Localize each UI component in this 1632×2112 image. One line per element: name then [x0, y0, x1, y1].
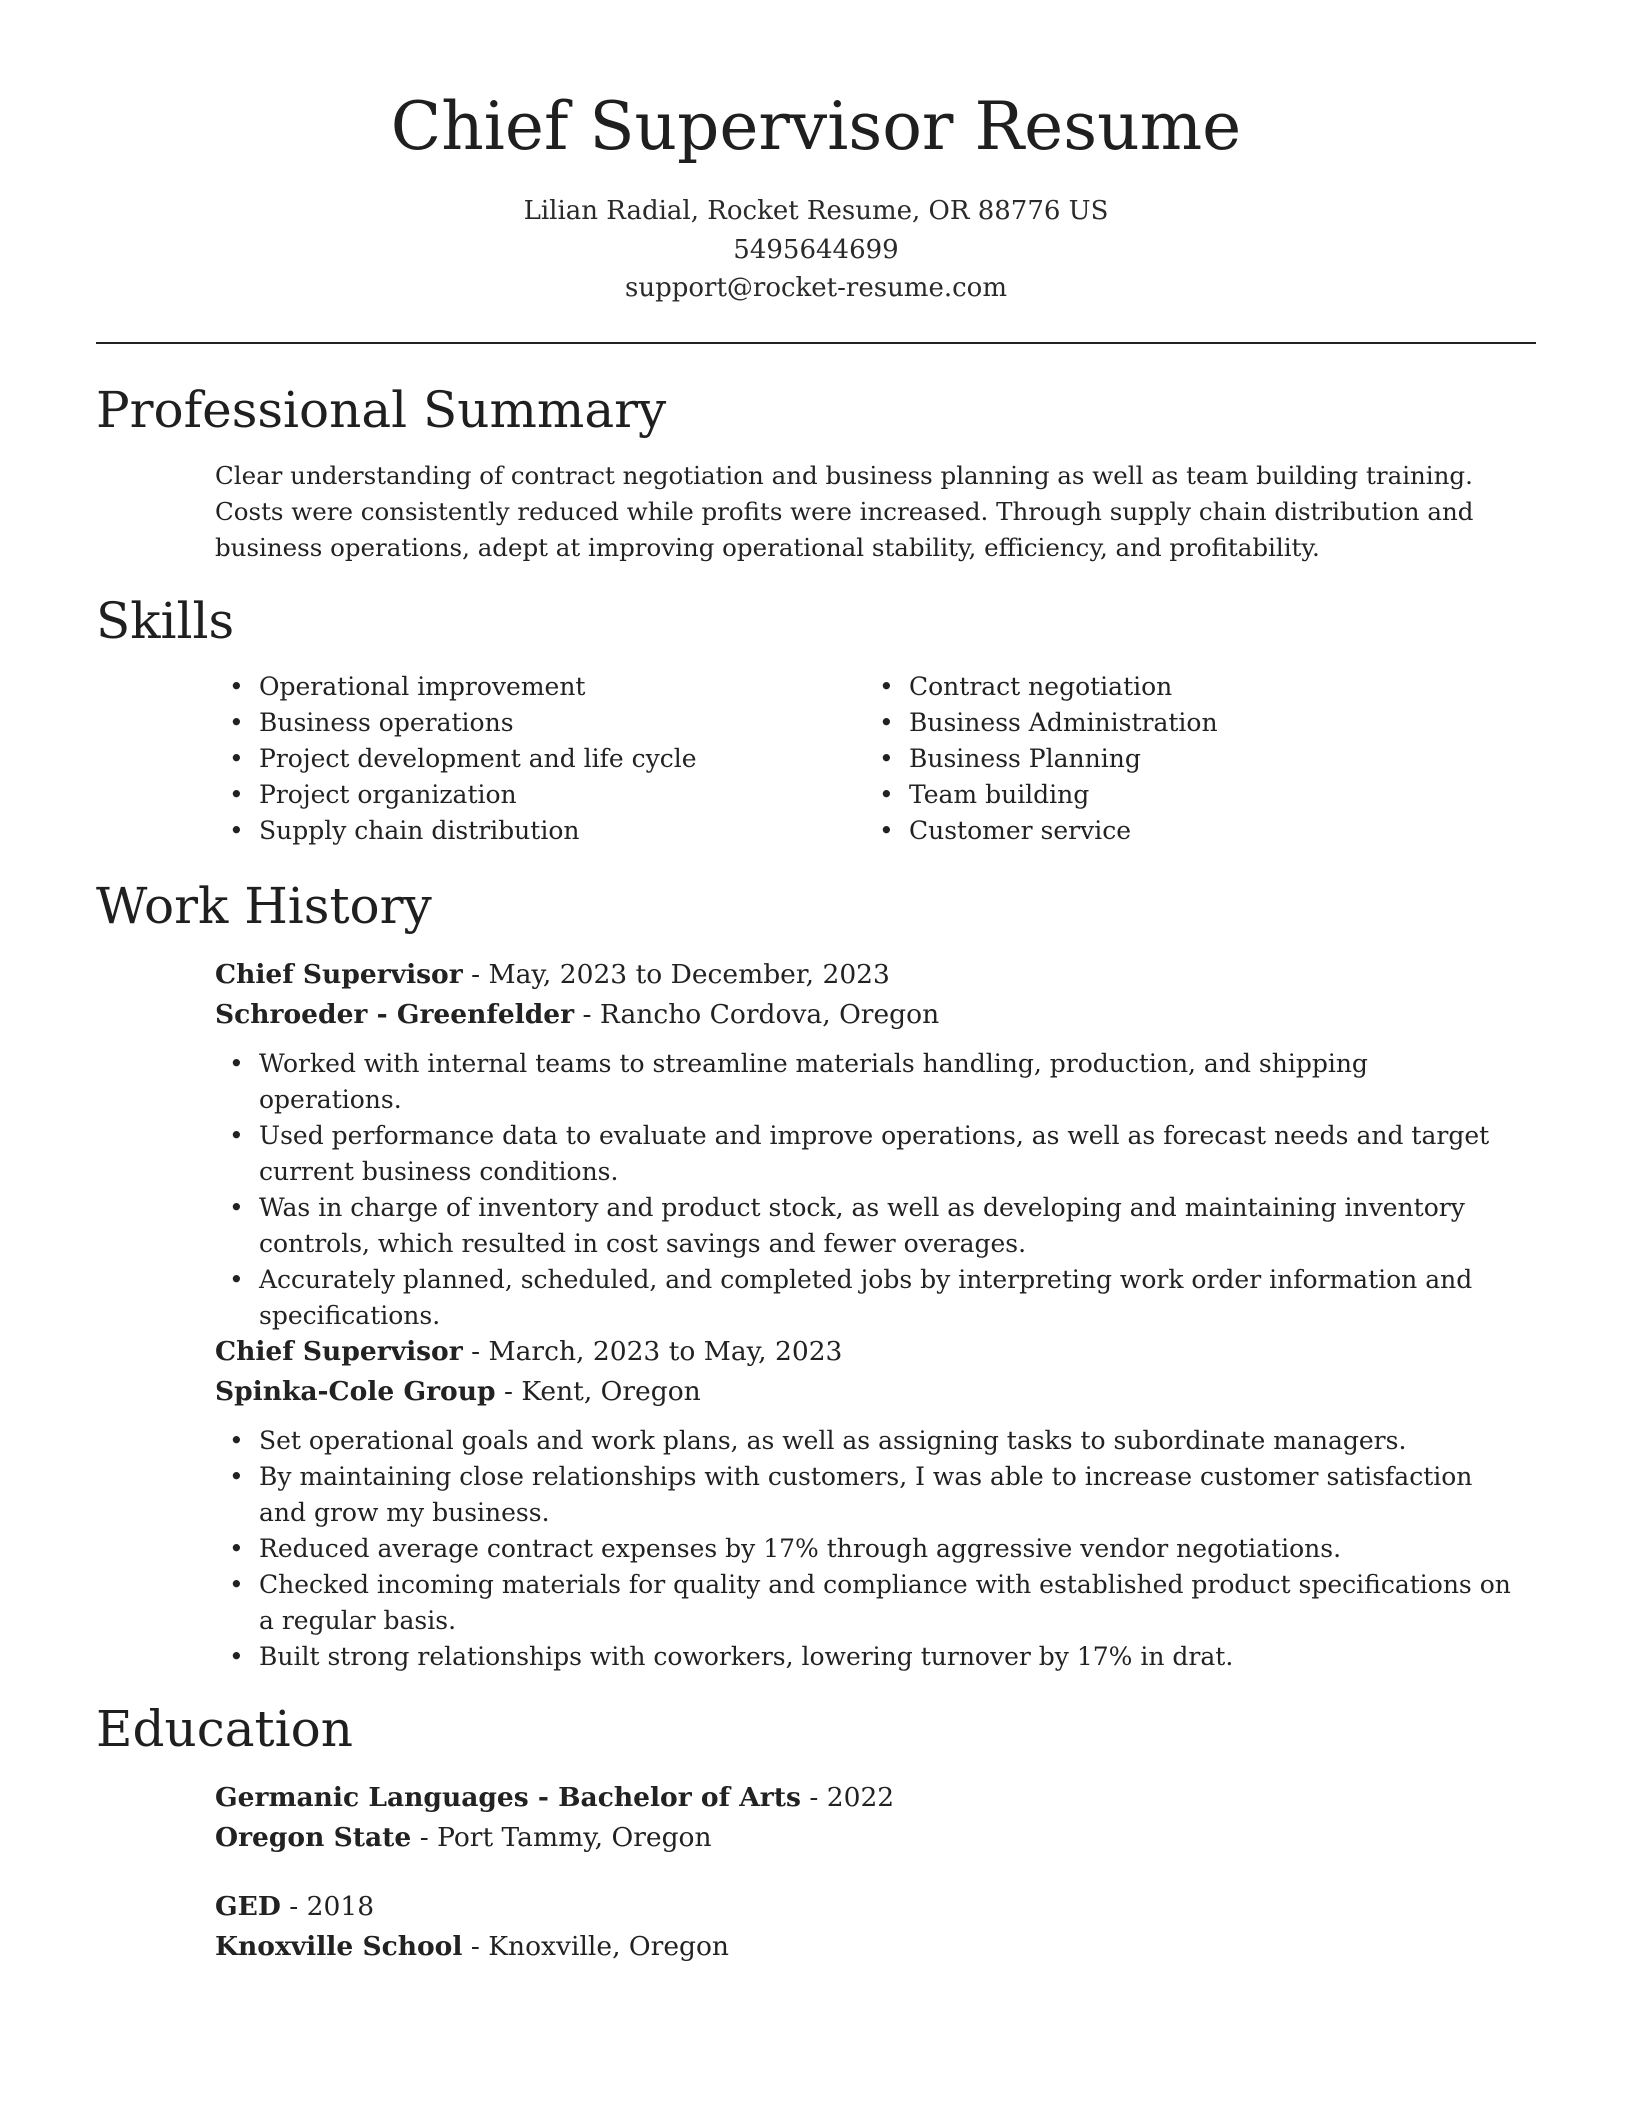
skills-heading: Skills: [96, 592, 235, 650]
education-degree-line: GED - 2018: [215, 1891, 375, 1922]
skill-item: • Team building: [865, 777, 1485, 813]
education-school: Knoxville School: [215, 1931, 463, 1962]
education-school-line: Oregon State - Port Tammy, Oregon: [215, 1822, 712, 1853]
job-company-line: Spinka-Cole Group - Kent, Oregon: [215, 1376, 701, 1407]
education-year: 2018: [306, 1891, 375, 1922]
header-divider: [96, 342, 1536, 344]
job-bullets: [215, 1423, 1515, 1675]
job-bullet: • Checked incoming materials for quality and compliance with established product specifications on a regular basis.: [215, 1567, 1515, 1639]
education-degree-line: Germanic Languages - Bachelor of Arts - 2022: [215, 1782, 895, 1813]
job-bullet: • Was in charge of inventory and product stock, as well as developing and maintaining inventory controls, which resulted in cost savings and fewer overages.: [215, 1190, 1515, 1262]
skill-item: • Operational improvement: [215, 669, 835, 705]
job-company-line: Schroeder - Greenfelder - Rancho Cordova, Oregon: [215, 999, 940, 1030]
education-year: 2022: [826, 1782, 895, 1813]
job-dates: May, 2023 to December, 2023: [488, 959, 890, 990]
education-location: Port Tammy, Oregon: [437, 1822, 712, 1853]
job-bullets: [215, 1046, 1515, 1334]
job-title-line: Chief Supervisor - May, 2023 to December, 2023: [215, 959, 890, 990]
skill-item: • Project organization: [215, 777, 835, 813]
summary-text: Clear understanding of contract negotiation and business planning as well as team building training. Costs were consistently reduced while profits were increased. Through supply chain distribution and business operations, adept at improving operational stability, efficiency, and profitability.: [215, 461, 1474, 562]
skill-item: • Contract negotiation: [865, 669, 1485, 705]
job-bullet: • By maintaining close relationships with customers, I was able to increase customer satisfaction and grow my business.: [215, 1459, 1515, 1531]
education-heading: Education: [96, 1700, 353, 1758]
skill-item: • Business Administration: [865, 705, 1485, 741]
job-bullet: • Used performance data to evaluate and improve operations, as well as forecast needs and target current business conditions.: [215, 1118, 1515, 1190]
contact-phone: 5495644699: [733, 235, 899, 265]
skill-item: • Business Planning: [865, 741, 1485, 777]
summary-heading: Professional Summary: [96, 381, 667, 439]
education-school: Oregon State: [215, 1822, 412, 1853]
job-dates: March, 2023 to May, 2023: [488, 1336, 843, 1367]
job-location: Rancho Cordova, Oregon: [599, 999, 940, 1030]
education-degree: Germanic Languages - Bachelor of Arts: [215, 1782, 801, 1813]
work-heading: Work History: [96, 877, 432, 935]
job-company: Spinka-Cole Group: [215, 1376, 496, 1407]
job-location: Kent, Oregon: [521, 1376, 701, 1407]
job-title-line: Chief Supervisor - March, 2023 to May, 2023: [215, 1336, 843, 1367]
job-bullet: • Worked with internal teams to streamline materials handling, production, and shipping operations.: [215, 1046, 1515, 1118]
skill-item: • Supply chain distribution: [215, 813, 835, 849]
skills-list-right: [865, 669, 1485, 849]
resume-title: Chief Supervisor Resume: [390, 88, 1242, 165]
job-title: Chief Supervisor: [215, 1336, 463, 1367]
job-bullet: • Set operational goals and work plans, as well as assigning tasks to subordinate managers.: [215, 1423, 1515, 1459]
skills-list-left: [215, 669, 835, 849]
job-company: Schroeder - Greenfelder: [215, 999, 575, 1030]
contact-email: support@rocket-resume.com: [624, 273, 1007, 303]
job-bullet: • Reduced average contract expenses by 17% through aggressive vendor negotiations.: [215, 1531, 1515, 1567]
education-degree: GED: [215, 1891, 281, 1922]
education-location: Knoxville, Oregon: [488, 1931, 729, 1962]
skill-item: • Project development and life cycle: [215, 741, 835, 777]
job-bullet: • Built strong relationships with coworkers, lowering turnover by 17% in drat.: [215, 1639, 1515, 1675]
contact-address: Lilian Radial, Rocket Resume, OR 88776 US: [523, 196, 1109, 226]
education-school-line: Knoxville School - Knoxville, Oregon: [215, 1931, 729, 1962]
job-bullet: • Accurately planned, scheduled, and completed jobs by interpreting work order information and specifications.: [215, 1262, 1515, 1334]
job-title: Chief Supervisor: [215, 959, 463, 990]
skill-item: • Business operations: [215, 705, 835, 741]
skill-item: • Customer service: [865, 813, 1485, 849]
